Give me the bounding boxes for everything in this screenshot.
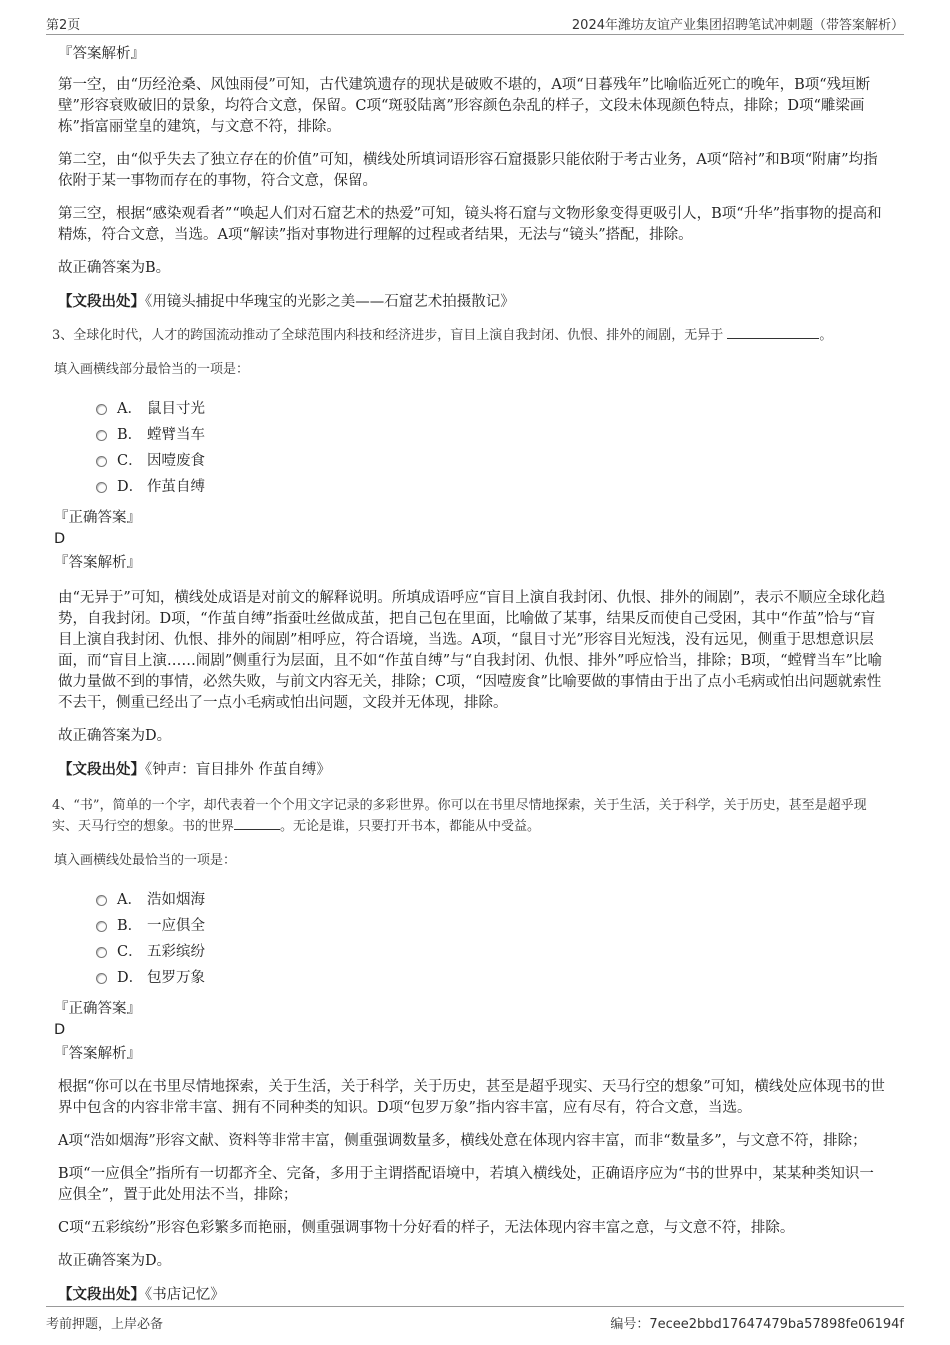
q3-stem bbox=[52, 325, 888, 346]
source-label: 【文段出处】 bbox=[58, 761, 145, 778]
option-letter: B． bbox=[117, 427, 143, 443]
option-text: 浩如烟海 bbox=[147, 892, 205, 908]
q4-analysis-para-2: A项“浩如烟海”形容文献、资料等非常丰富，侧重强调数量多，横线处意在体现内容丰富，而非“数量多”，与文意不符，排除； bbox=[58, 1133, 867, 1149]
q4-option-a[interactable] bbox=[96, 887, 888, 913]
option-letter: A． bbox=[117, 892, 142, 908]
q4-option-d[interactable] bbox=[96, 965, 888, 991]
option-text: 五彩缤纷 bbox=[147, 944, 205, 960]
page-header bbox=[46, 12, 904, 35]
q4-stem bbox=[52, 795, 888, 837]
q3-option-b[interactable] bbox=[96, 422, 888, 448]
q2-analysis-para-3: 第三空，根据“感染观看者”“唤起人们对石窟艺术的热爱”可知，镜头将石窟与文物形象变得更吸引人，B项“升华”指事物的提高和精炼，符合文意，当选。A项“解读”指对事物进行理解的过程或者结果，无法与“镜头”搭配，排除。 bbox=[58, 206, 882, 243]
radio-button[interactable] bbox=[96, 947, 107, 958]
q3-conclusion: 故正确答案为D。 bbox=[58, 728, 172, 744]
q3-option-d[interactable] bbox=[96, 474, 888, 500]
q4-source bbox=[58, 1284, 888, 1306]
q4-hint: 填入画横线处最恰当的一项是： bbox=[54, 853, 237, 868]
option-letter: C． bbox=[117, 453, 143, 469]
q4-options bbox=[96, 887, 888, 991]
analysis-label: 『答案解析』 bbox=[58, 46, 145, 62]
option-text: 一应俱全 bbox=[147, 918, 205, 934]
q3-source-title: 《钟声：盲目排外 作茧自缚》 bbox=[145, 762, 331, 778]
q3-source bbox=[58, 759, 888, 781]
analysis-label: 『答案解析』 bbox=[54, 1046, 141, 1062]
q3-option-a[interactable] bbox=[96, 396, 888, 422]
radio-button[interactable] bbox=[96, 921, 107, 932]
page-number: 第2页 bbox=[46, 18, 81, 33]
radio-button[interactable] bbox=[96, 895, 107, 906]
option-letter: C． bbox=[117, 944, 143, 960]
q3-stem-text: 3、全球化时代，人才的跨国流动推动了全球范围内科技和经济进步，盲目上演自我封闭、仇恨、排外的闹剧，无异于 bbox=[52, 328, 724, 343]
page-content bbox=[52, 44, 888, 1316]
q4-analysis-para-4: C项“五彩缤纷”形容色彩繁多而艳丽，侧重强调事物十分好看的样子，无法体现内容丰富之意，与文意不符，排除。 bbox=[58, 1220, 795, 1236]
option-text: 鼠目寸光 bbox=[147, 401, 205, 417]
q4-source-title: 《书店记忆》 bbox=[145, 1287, 225, 1303]
source-label: 【文段出处】 bbox=[58, 1286, 145, 1303]
q4-stem-text: 4、“书”，简单的一个字，却代表着一个个用文字记录的多彩世界。你可以在书里尽情地探索，关于生活，关于科学，关于历史，甚至是超乎现实、天马行空的想象。书的世界 bbox=[52, 798, 867, 834]
page-footer bbox=[46, 1306, 904, 1332]
option-text: 包罗万象 bbox=[147, 970, 205, 986]
footer-slogan: 考前押题，上岸必备 bbox=[46, 1317, 164, 1332]
q3-analysis-para-1: 由“无异于”可知，横线处成语是对前文的解释说明。所填成语呼应“盲目上演自我封闭、仇恨、排外的闹剧”，表示不顺应全球化趋势，自我封闭。D项，“作茧自缚”指蚕吐丝做成茧，把自己包在里面，比喻做了某事，结果反而使自己受困，其中“作茧”恰与“盲目上演自我封闭、仇恨、排外的闹剧”相呼应，符合语境，当选。A项，“鼠目寸光”形容目光短浅，没有远见，侧重于思想意识层面，而“盲目上演……闹剧”侧重行为层面，且不如“作茧自缚”与“自我封闭、仇恨、排外”呼应恰当，排除；B项，“螳臂当车”比喻做力量做不到的事情，必然失败，与前文内容无关，排除；C项，“因噎废食”比喻要做的事情由于出了点小毛病或怕出问题就索性不去干，侧重已经出了一点小毛病或怕出问题，文段并无体现，排除。 bbox=[58, 590, 886, 711]
source-label: 【文段出处】 bbox=[58, 293, 145, 310]
radio-button[interactable] bbox=[96, 482, 107, 493]
option-text: 作茧自缚 bbox=[147, 479, 205, 495]
q3-hint: 填入画横线部分最恰当的一项是： bbox=[54, 362, 250, 377]
radio-button[interactable] bbox=[96, 973, 107, 984]
q3-answer: D bbox=[54, 531, 66, 547]
option-letter: D． bbox=[117, 970, 144, 986]
document-code: 编号：7ecee2bbd17647479ba57898fe06194f bbox=[610, 1317, 904, 1332]
q3-options bbox=[96, 396, 888, 500]
answer-blank bbox=[234, 816, 280, 830]
answer-blank bbox=[727, 325, 819, 339]
q4-answer: D bbox=[54, 1022, 66, 1038]
option-letter: B． bbox=[117, 918, 143, 934]
q3-option-c[interactable] bbox=[96, 448, 888, 474]
radio-button[interactable] bbox=[96, 404, 107, 415]
q4-stem-end: 。无论是谁，只要打开书本，都能从中受益。 bbox=[280, 819, 541, 834]
correct-label: 『正确答案』 bbox=[54, 510, 141, 526]
option-text: 因噎废食 bbox=[147, 453, 205, 469]
q2-analysis-para-1: 第一空，由“历经沧桑、风蚀雨侵”可知，古代建筑遗存的现状是破败不堪的，A项“日暮残年”比喻临近死亡的晚年，B项“残垣断壁”形容衰败破旧的景象，均符合文意，保留。C项“斑驳陆离”形容颜色杂乱的样子，文段未体现颜色特点，排除；D项“雕梁画栋”指富丽堂皇的建筑，与文意不符，排除。 bbox=[58, 77, 871, 135]
q2-source-title: 《用镜头捕捉中华瑰宝的光影之美——石窟艺术拍摄散记》 bbox=[145, 294, 515, 310]
document-title: 2024年潍坊友谊产业集团招聘笔试冲刺题（带答案解析） bbox=[571, 18, 904, 33]
option-letter: D． bbox=[117, 479, 144, 495]
analysis-label: 『答案解析』 bbox=[54, 555, 141, 571]
option-text: 螳臂当车 bbox=[147, 427, 205, 443]
q3-stem-end: 。 bbox=[819, 328, 833, 343]
q4-analysis-para-3: B项“一应俱全”指所有一切都齐全、完备，多用于主谓搭配语境中，若填入横线处，正确语序应为“书的世界中，某某种类知识一应俱全”，置于此处用法不当，排除； bbox=[58, 1166, 874, 1203]
option-letter: A． bbox=[117, 401, 142, 417]
q2-analysis-para-2: 第二空，由“似乎失去了独立存在的价值”可知，横线处所填词语形容石窟摄影只能依附于考古业务，A项“陪衬”和B项“附庸”均指依附于某一事物而存在的事物，符合文意，保留。 bbox=[58, 152, 878, 189]
q2-source bbox=[58, 291, 888, 313]
q2-conclusion: 故正确答案为B。 bbox=[58, 260, 171, 276]
q4-option-b[interactable] bbox=[96, 913, 888, 939]
radio-button[interactable] bbox=[96, 456, 107, 467]
q4-conclusion: 故正确答案为D。 bbox=[58, 1253, 172, 1269]
q4-analysis-para-1: 根据“你可以在书里尽情地探索，关于生活，关于科学，关于历史，甚至是超乎现实、天马行空的想象”可知，横线处应体现书的世界中包含的内容非常丰富、拥有不同种类的知识。D项“包罗万象”指内容丰富，应有尽有，符合文意，当选。 bbox=[58, 1079, 885, 1116]
correct-label: 『正确答案』 bbox=[54, 1001, 141, 1017]
radio-button[interactable] bbox=[96, 430, 107, 441]
q4-option-c[interactable] bbox=[96, 939, 888, 965]
